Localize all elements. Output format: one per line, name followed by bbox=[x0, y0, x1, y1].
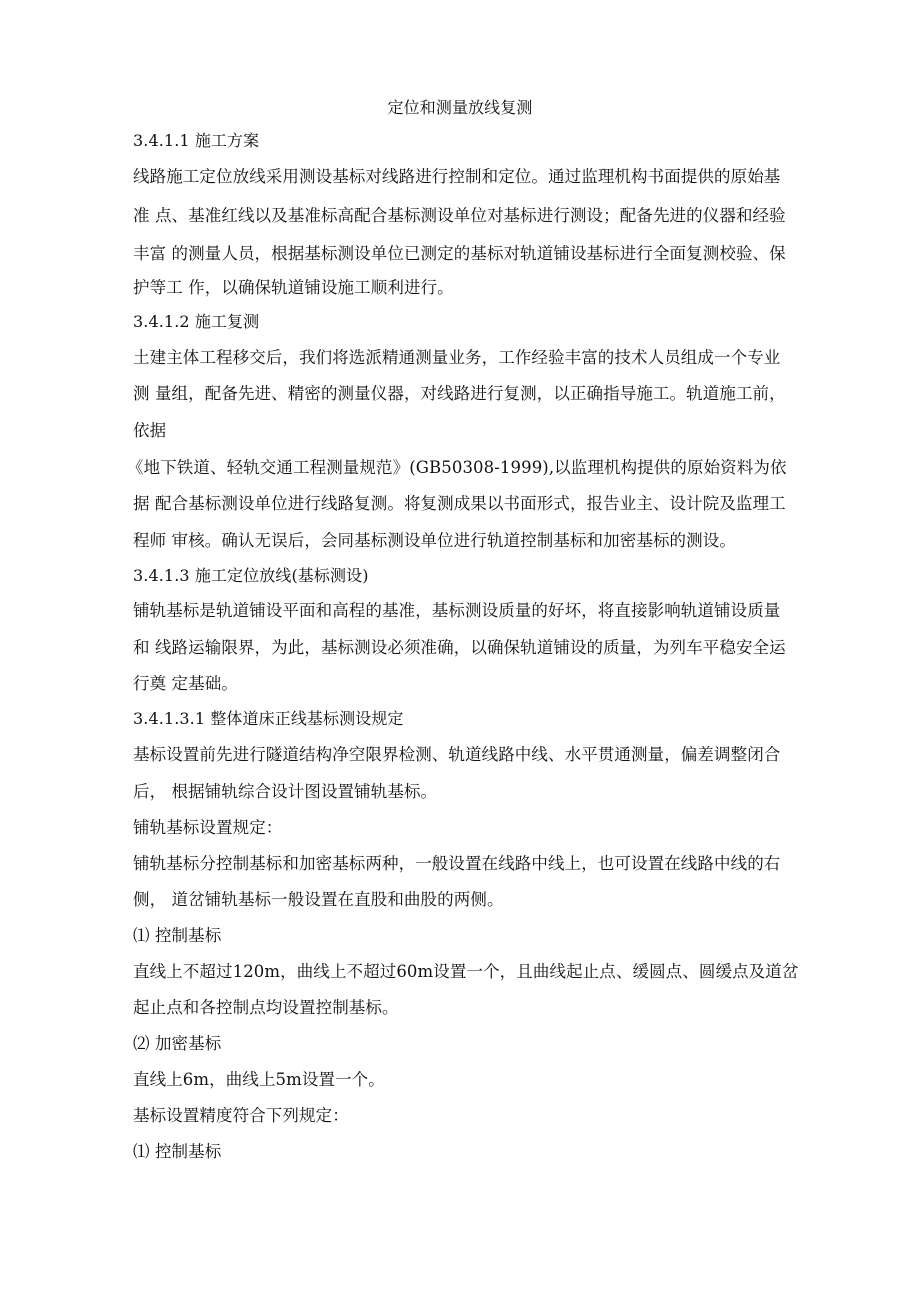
paragraph-line: 直线上6m，曲线上5m设置一个。 bbox=[133, 1070, 385, 1089]
section-heading: 3.4.1.2 施工复测 bbox=[133, 312, 260, 331]
paragraph-line: 铺轨基标分控制基标和加密基标两种，一般设置在线路中线上，也可设置在线路中线的右 bbox=[133, 854, 781, 873]
paragraph-line: 护等工 作，以确保轨道铺设施工顺利进行。 bbox=[133, 278, 454, 297]
paragraph-line: 铺轨基标是轨道铺设平面和高程的基准，基标测设质量的好坏，将直接影响轨道铺设质量 bbox=[133, 601, 781, 620]
list-item-label: ⑴ 控制基标 bbox=[133, 1142, 222, 1161]
paragraph-line: 程师 审核。确认无误后，会同基标测设单位进行轨道控制基标和加密基标的测设。 bbox=[133, 531, 736, 550]
document-title: 定位和测量放线复测 bbox=[387, 98, 533, 117]
list-item-label: ⑵ 加密基标 bbox=[133, 1034, 222, 1053]
section-heading: 3.4.1.3 施工定位放线(基标测设) bbox=[133, 566, 369, 585]
section-heading: 3.4.1.1 施工方案 bbox=[133, 131, 260, 150]
section-heading: 3.4.1.3.1 整体道床正线基标测设规定 bbox=[133, 709, 404, 728]
paragraph-line: 土建主体工程移交后，我们将选派精通测量业务，工作经验丰富的技术人员组成一个专业 bbox=[133, 348, 781, 367]
paragraph-line: 铺轨基标设置规定： bbox=[133, 818, 283, 837]
paragraph-line: 和 线路运输限界，为此，基标测设必须准确，以确保轨道铺设的质量，为列车平稳安全运 bbox=[133, 638, 786, 657]
paragraph-line: 丰富 的测量人员，根据基标测设单位已测定的基标对轨道铺设基标进行全面复测校验、保 bbox=[133, 244, 786, 263]
paragraph-line: 行奠 定基础。 bbox=[133, 674, 238, 693]
paragraph-line: 线路施工定位放线采用测设基标对线路进行控制和定位。通过监理机构书面提供的原始基 bbox=[133, 167, 781, 186]
paragraph-line: 基标设置前先进行隧道结构净空限界检测、轨道线路中线、水平贯通测量，偏差调整闭合 bbox=[133, 745, 781, 764]
paragraph-line: 准 点、基准红线以及基准标高配合基标测设单位对基标进行测设；配备先进的仪器和经验 bbox=[133, 206, 786, 225]
paragraph-line: 直线上不超过120m，曲线上不超过60m设置一个，且曲线起止点、缓圆点、圆缓点及道岔 bbox=[133, 962, 799, 981]
paragraph-line: 测 量组，配备先进、精密的测量仪器，对线路进行复测，以正确指导施工。轨道施工前， bbox=[133, 384, 786, 403]
paragraph-line: 依据 bbox=[133, 421, 167, 440]
list-item-label: ⑴ 控制基标 bbox=[133, 926, 222, 945]
paragraph-line: 侧， 道岔铺轨基标一般设置在直股和曲股的两侧。 bbox=[133, 890, 504, 909]
paragraph-line: 《地下铁道、轻轨交通工程测量规范》(GB50308-1999),以监理机构提供的原始资料为依 bbox=[127, 458, 787, 477]
paragraph-line: 起止点和各控制点均设置控制基标。 bbox=[133, 998, 399, 1017]
paragraph-line: 据 配合基标测设单位进行线路复测。将复测成果以书面形式，报告业主、设计院及监理工 bbox=[133, 494, 786, 513]
paragraph-line: 基标设置精度符合下列规定： bbox=[133, 1106, 349, 1125]
paragraph-line: 后， 根据铺轨综合设计图设置铺轨基标。 bbox=[133, 782, 438, 801]
